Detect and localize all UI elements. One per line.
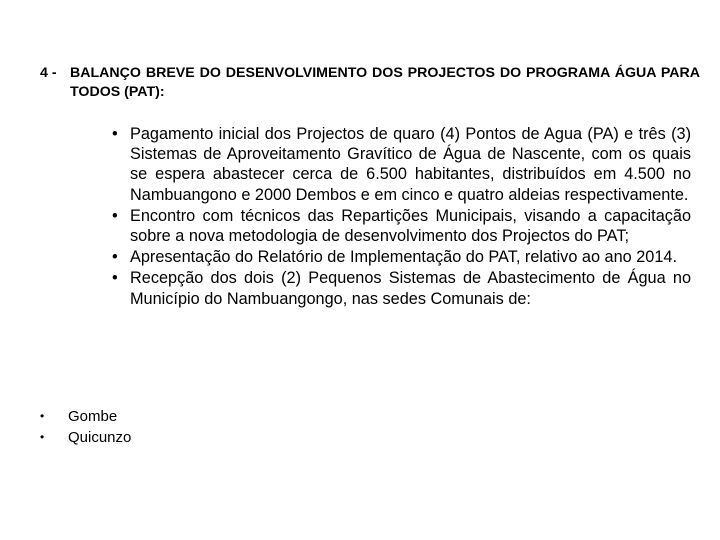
list-item-text: Recepção dos dois (2) Pequenos Sistemas de Abastecimento de Água no Município do Nambuangongo, nas sedes Comunais de:: [130, 269, 691, 308]
bullet-icon: •: [112, 206, 118, 225]
list-item-text: Apresentação do Relatório de Implementação do PAT, relativo ao ano 2014.: [130, 248, 677, 267]
list-item: [112, 247, 691, 267]
list-item: [40, 427, 131, 448]
list-item: [40, 406, 131, 427]
list-item-text: Quicunzo: [68, 429, 132, 446]
list-item-text: Pagamento inicial dos Projectos de quaro (4) Pontos de Agua (PA) e três (3) Sistemas de Aproveitamento Gravítico de Água de Nascente, com os quais se espera abastecer cerca de 6.500 habitantes, distribuídos em 4.500 no Nambuangono e 2000 Dembos e em cinco e quatro aldeias respectivamente.: [130, 125, 691, 204]
section-number: 4 -: [40, 65, 57, 81]
list-item-text: Encontro com técnicos das Repartições Municipais, visando a capacitação sobre a nova metodologia de desenvolvimento dos Projectos do PAT;: [130, 206, 691, 246]
list-item: [112, 268, 691, 308]
main-bullet-list: [112, 124, 691, 310]
bullet-icon: •: [112, 269, 118, 288]
list-item: [112, 124, 691, 205]
bullet-icon: •: [112, 248, 118, 267]
section-title: BALANÇO BREVE DO DESENVOLVIMENTO DOS PROJECTOS DO PROGRAMA ÁGUA PARA TODOS (PAT):: [70, 65, 700, 100]
list-item-text: Gombe: [68, 408, 118, 425]
bullet-icon: •: [112, 125, 118, 143]
bullet-icon: •: [40, 409, 45, 423]
bullet-icon: •: [40, 430, 45, 444]
section-heading: [40, 64, 700, 102]
list-item: [112, 206, 691, 246]
sub-bullet-list: [40, 406, 131, 448]
